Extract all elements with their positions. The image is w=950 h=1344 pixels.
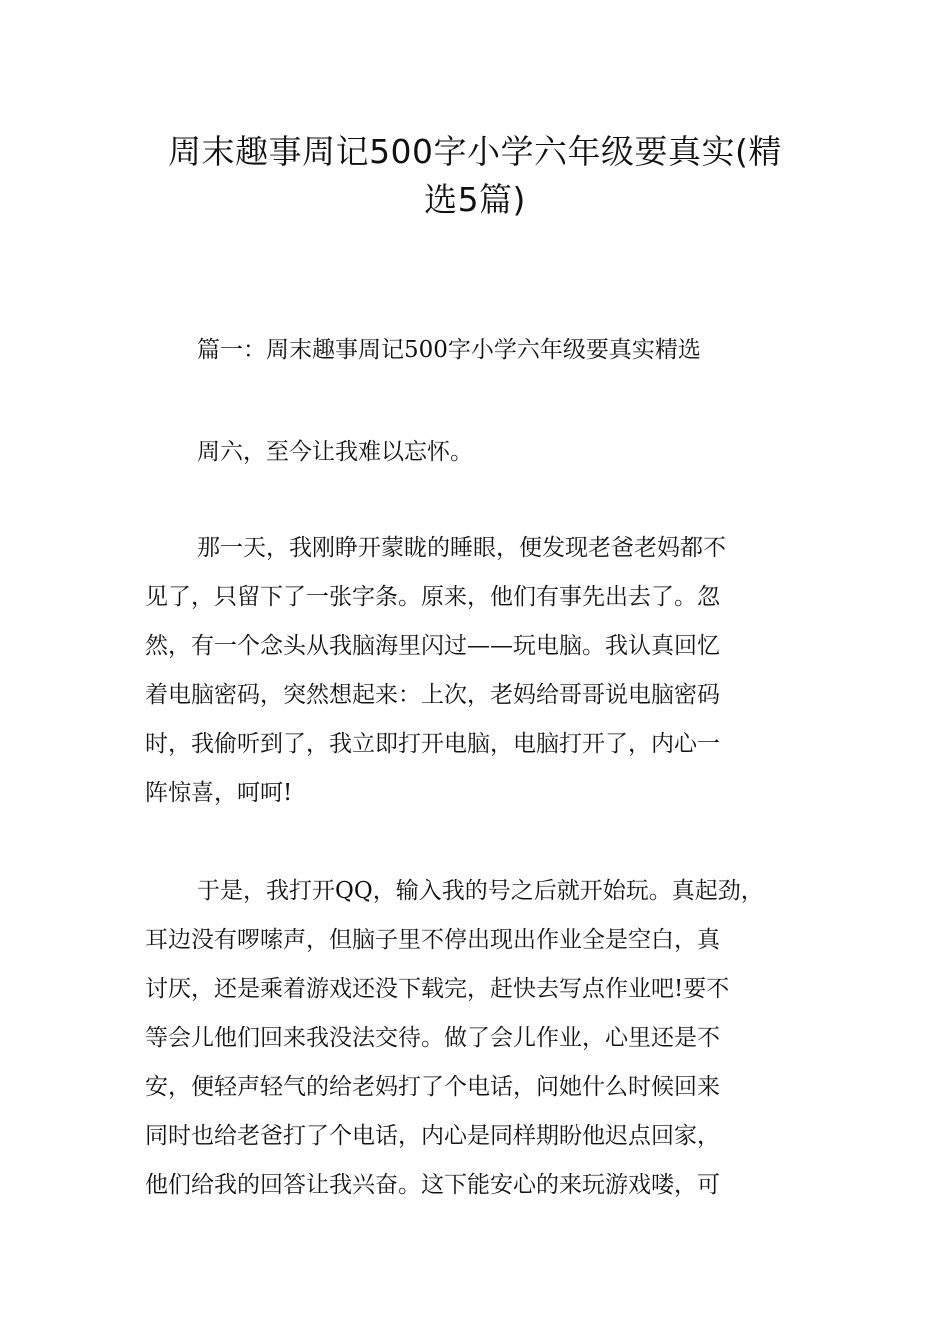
- paragraph-line: 见了，只留下了一张字条。原来，他们有事先出去了。忽: [145, 584, 720, 610]
- paragraph-line: 安，便轻声轻气的给老妈打了个电话，问她什么时候回来: [145, 1074, 720, 1100]
- document-title-line: 选5篇): [424, 180, 526, 219]
- paragraph-line: 他们给我的回答让我兴奋。这下能安心的来玩游戏喽，可: [145, 1172, 720, 1198]
- paragraph-line: 时，我偷听到了，我立即打开电脑，电脑打开了，内心一: [145, 731, 720, 757]
- document-title: [120, 128, 830, 224]
- paragraph-line: 周六，至今让我难以忘怀。: [197, 439, 473, 465]
- paragraph-line: 耳边没有啰嗦声，但脑子里不停出现出作业全是空白，真: [145, 927, 720, 953]
- paragraph: [145, 867, 835, 1210]
- paragraph-line: 然，有一个念头从我脑海里闪过——玩电脑。我认真回忆: [145, 633, 720, 659]
- section-heading: 篇一：周末趣事周记500字小学六年级要真实精选: [197, 337, 701, 363]
- paragraph-line: 等会儿他们回来我没法交待。做了会儿作业，心里还是不: [145, 1025, 720, 1051]
- paragraph-line: 于是，我打开QQ，输入我的号之后就开始玩。真起劲，: [197, 878, 764, 904]
- paragraph-line: 那一天，我刚睁开蒙眬的睡眼，便发现老爸老妈都不: [197, 535, 726, 561]
- paragraph: [145, 428, 835, 477]
- paragraph-line: 阵惊喜，呵呵!: [145, 780, 293, 806]
- paragraph-line: 着电脑密码，突然想起来：上次，老妈给哥哥说电脑密码: [145, 682, 720, 708]
- document-title-line: 周末趣事周记500字小学六年级要真实(精: [168, 132, 782, 171]
- paragraph-line: 同时也给老爸打了个电话，内心是同样期盼他迟点回家，: [145, 1123, 720, 1149]
- paragraph: [145, 524, 835, 818]
- paragraph-line: 讨厌，还是乘着游戏还没下载完，赶快去写点作业吧!要不: [145, 976, 730, 1002]
